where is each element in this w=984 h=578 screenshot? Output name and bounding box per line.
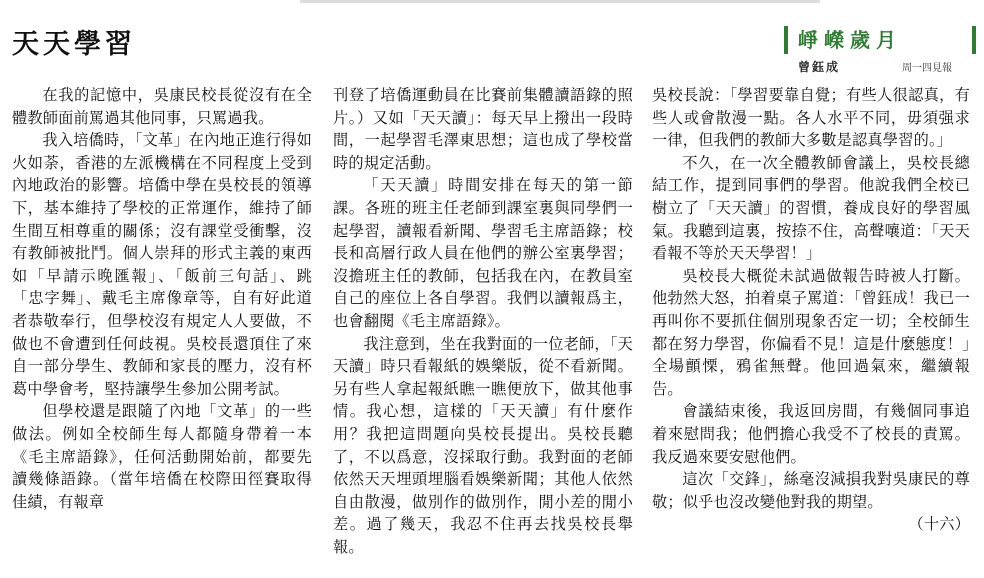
publication-schedule: 周一四見報 xyxy=(902,63,952,74)
paragraph: 刊登了培僑運動員在比賽前集體讀語錄的照片。）又如「天天讀」：每天早上撥出一段時間，一起學習毛澤東思想；這也成了學校當時的規定活動。 xyxy=(333,86,633,172)
paragraph: 「天天讀」時間安排在每天的第一節課。各班的班主任老師到課室裏與同學們一起學習，讀報看新聞、學習毛主席語錄；校長和高層行政人員在他們的辦公室裏學習；沒擔班主任的教師，包括我在內，在教員室自己的座位上各自學習。我們以讀報爲主，也會翻閱《毛主席語錄》。 xyxy=(333,176,633,330)
series-number: （十六） xyxy=(908,515,970,534)
article-column-2 xyxy=(333,84,633,558)
top-rule xyxy=(300,0,820,3)
paragraph: 但學校還是跟隨了內地「文革」的一些做法。例如全校師生每人都隨身帶着一本《毛主席語錄》，任何活動開始前，都要先讀幾條語錄。（當年培僑在校際田徑賽取得佳績，有報章 xyxy=(12,402,312,511)
article-column-1 xyxy=(12,84,312,513)
masthead-bar-right xyxy=(972,26,976,54)
paragraph: 不久，在一次全體教師會議上，吳校長總結工作，提到同事們的學習。他說我們全校已樹立了「天天讀」的習慣，養成良好的學習風氣。我聽到這裏，按捺不住，高聲嚷道：「天天看報不等於天天學習！」 xyxy=(652,153,970,263)
masthead-bar-left xyxy=(784,26,788,54)
paragraph: 我注意到，坐在我對面的一位老師，「天天讀」時只看報紙的娛樂版，從不看新聞。另有些人拿起報紙瞧一瞧便放下，做其他事情。我心想，這樣的「天天讀」有什麼作用？我把這問題向吳校長提出。吳校長聽了，不以爲意，沒採取行動。我對面的老師依然天天埋頭埋腦看娛樂新聞；其他人依然自由散漫，做別作的做別作，閒小差的閒小差。過了幾天，我忍不住再去找吳校長舉報。 xyxy=(333,334,633,556)
paragraph: 會議結束後，我返回房間，有幾個同事追着來慰問我；他們擔心我受不了校長的責罵。我反過來要安慰他們。 xyxy=(652,402,970,466)
paragraph: 吳校長大概從未試過做報告時被人打斷。他勃然大怒，拍着桌子罵道：「曾鈺成！我已一再叫你不要抓住個別現象否定一切；全校師生都在努力學習，你偏看不見！這是什麼態度！」全場顫慄，鴉雀無聲。他回過氣來，繼續報告。 xyxy=(652,266,970,398)
article-column-3 xyxy=(652,84,970,536)
paragraph: 在我的記憶中，吳康民校長從沒有在全體教師面前罵過其他同事，只罵過我。 xyxy=(12,86,312,127)
column-masthead xyxy=(784,22,980,72)
paragraph: 我入培僑時，「文革」在內地正進行得如火如荼，香港的左派機構在不同程度上受到內地政治的影響。培僑中學在吳校長的領導下，基本維持了學校的正常運作，維持了師生間互相尊重的關係；沒有課堂受衝擊，沒有教師被批鬥。個人崇拜的形式主義的東西如「早請示晚匯報」、「飯前三句話」、跳「忠字舞」、戴毛主席像章等，自有好此道者恭敬奉行，但學校沒有規定人人要做，不做也不會遭到任何歧視。吳校長還頂住了來自一部分學生、教師和家長的壓力，沒有杯葛中學會考，堅持讓學生參加公開考試。 xyxy=(12,131,312,398)
paragraph: 吳校長說：「學習要靠自覺；有些人很認真，有些人或會散漫一點。各人水平不同，毋須强求一律，但我們的教師大多數是認真學習的。」 xyxy=(652,86,970,150)
author-name: 曾鈺成 xyxy=(798,60,841,74)
paragraph: 這次「交鋒」，絲毫沒減損我對吳康民的尊敬；似乎也沒改變他對我的期望。 xyxy=(652,470,970,511)
column-name: 崢嶸歲月 xyxy=(798,28,902,52)
page-title: 天天學習 xyxy=(12,29,136,60)
